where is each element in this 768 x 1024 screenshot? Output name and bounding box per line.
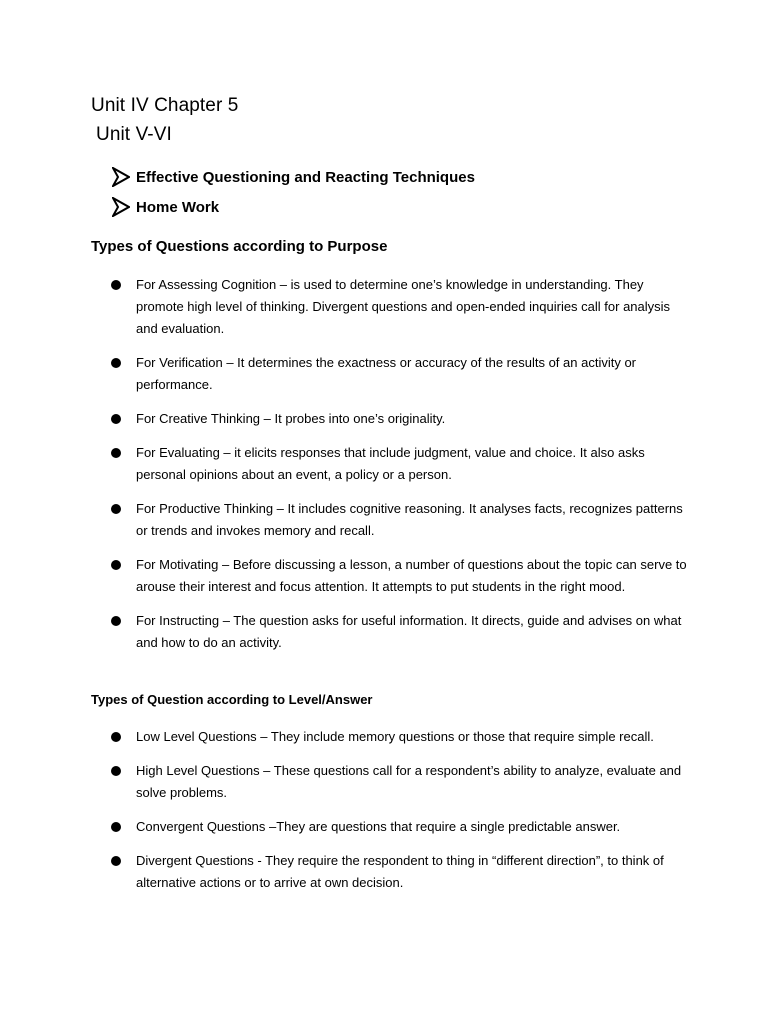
bullet-icon (111, 766, 121, 776)
level-list (108, 726, 688, 906)
topic-label: Home Work (136, 198, 220, 216)
list-item (108, 850, 688, 894)
bullet-icon (111, 560, 121, 570)
bullet-icon (111, 822, 121, 832)
list-item (108, 274, 688, 340)
list-item-text: Low Level Questions – They include memory questions or those that require simple recall. (136, 729, 654, 744)
section-heading-purpose: Types of Questions according to Purpose (91, 238, 388, 255)
list-item-text: Convergent Questions –They are questions that require a single predictable answer. (136, 819, 621, 834)
topic-item (112, 197, 219, 217)
list-item-text: For Verification – It determines the exactness or accuracy of the results of an activity or performance. (136, 355, 637, 392)
list-item-text: For Evaluating – it elicits responses that include judgment, value and choice. It also asks personal opinions about an event, a policy or a person. (136, 445, 645, 482)
list-item (108, 554, 688, 598)
list-item-text: Divergent Questions - They require the respondent to thing in “different direction”, to think of alternative actions or to arrive at own decision. (136, 853, 664, 890)
list-item-text: For Assessing Cognition – is used to determine one’s knowledge in understanding. They promote high level of thinking. Divergent questions and open-ended inquiries call for analysis and evaluation. (136, 277, 671, 336)
bullet-icon (111, 616, 121, 626)
page-subtitle: Unit V-VI (96, 124, 172, 145)
list-item (108, 726, 688, 748)
list-item (108, 352, 688, 396)
bullet-icon (111, 504, 121, 514)
bullet-icon (111, 732, 121, 742)
arrow-bullet-icon (112, 167, 130, 187)
purpose-list (108, 274, 688, 666)
page-title: Unit IV Chapter 5 (91, 95, 239, 116)
list-item-text: For Motivating – Before discussing a lesson, a number of questions about the topic can serve to arouse their interest and focus attention. It attempts to put students in the right mood. (136, 557, 687, 594)
bullet-icon (111, 414, 121, 424)
bullet-icon (111, 448, 121, 458)
bullet-icon (111, 358, 121, 368)
list-item (108, 816, 688, 838)
section-heading-level: Types of Question according to Level/Answer (91, 692, 373, 707)
bullet-icon (111, 856, 121, 866)
list-item-text: High Level Questions – These questions call for a respondent’s ability to analyze, evaluate and solve problems. (136, 763, 682, 800)
list-item-text: For Instructing – The question asks for useful information. It directs, guide and advises on what and how to do an activity. (136, 613, 682, 650)
arrow-bullet-icon (112, 197, 130, 217)
list-item-text: For Productive Thinking – It includes cognitive reasoning. It analyses facts, recognizes patterns or trends and invokes memory and recall. (136, 501, 683, 538)
list-item (108, 610, 688, 654)
topic-item (112, 167, 475, 187)
list-item (108, 498, 688, 542)
list-item (108, 442, 688, 486)
topic-label: Effective Questioning and Reacting Techniques (136, 168, 475, 186)
list-item-text: For Creative Thinking – It probes into one’s originality. (136, 411, 446, 426)
list-item (108, 760, 688, 804)
list-item (108, 408, 688, 430)
bullet-icon (111, 280, 121, 290)
